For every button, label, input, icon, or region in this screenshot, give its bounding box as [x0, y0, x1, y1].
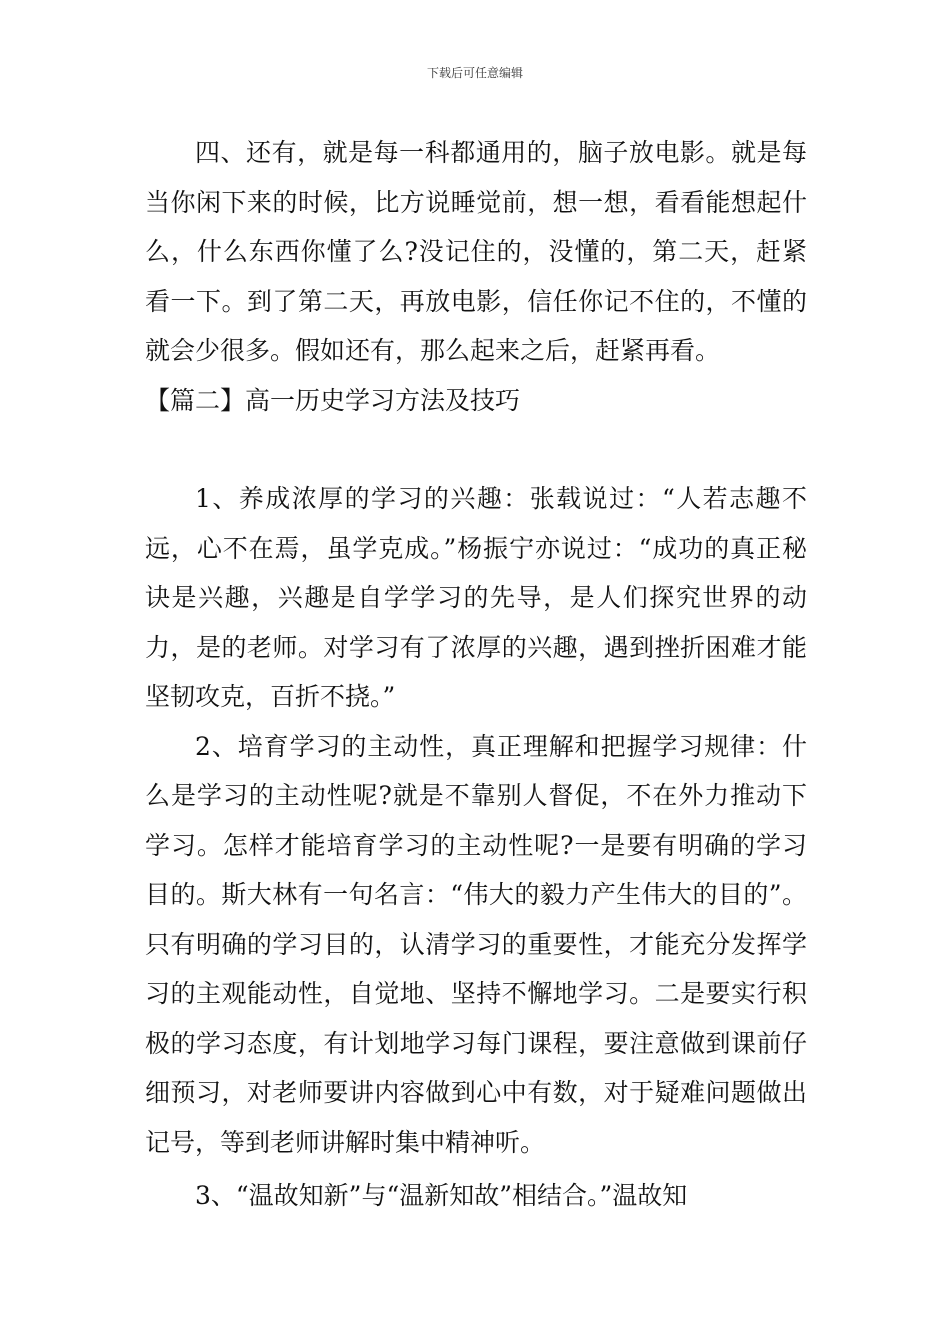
document-body-part2 — [145, 474, 807, 1221]
paragraph-4-review: 四、还有，就是每一科都通用的，脑子放电影。就是每当你闲下来的时候，比方说睡觉前，想一想，看看能想起什么，什么东西你懂了么?没记住的，没懂的，第二天，赶紧看一下。到了第二天，再放电影，信任你记不住的，不懂的就会少很多。假如还有，那么起来之后，赶紧再看。 — [145, 138, 807, 365]
section-heading: 【篇二】高一历史学习方法及技巧 — [145, 386, 521, 415]
paragraph-review-new: 3、“温故知新”与“温新知故”相结合。”温故知 — [195, 1181, 688, 1210]
document-body-part1 — [145, 128, 807, 376]
paragraph-initiative: 2、培育学习的主动性，真正理解和把握学习规律：什么是学习的主动性呢?就是不靠别人督促，不在外力推动下学习。怎样才能培育学习的主动性呢?一是要有明确的学习目的。斯大林有一句名言：“伟大的毅力产生伟大的目的”。只有明确的学习目的，认清学习的重要性，才能充分发挥学习的主观能动性，自觉地、坚持不懈地学习。二是要实行积极的学习态度，有计划地学习每门课程，要注意做到课前仔细预习，对老师要讲内容做到心中有数，对于疑难问题做出记号，等到老师讲解时集中精神听。 — [145, 731, 807, 1157]
paragraph-interest: 1、养成浓厚的学习的兴趣：张载说过：“人若志趣不远，心不在焉，虽学克成。”杨振宁亦说过：“成功的真正秘诀是兴趣，兴趣是自学学习的先导，是人们探究世界的动力，是的老师。对学习有了浓厚的兴趣，遇到挫折困难才能坚韧攻克，百折不挠。” — [145, 484, 807, 711]
page-header: 下载后可任意编辑 — [426, 66, 523, 80]
